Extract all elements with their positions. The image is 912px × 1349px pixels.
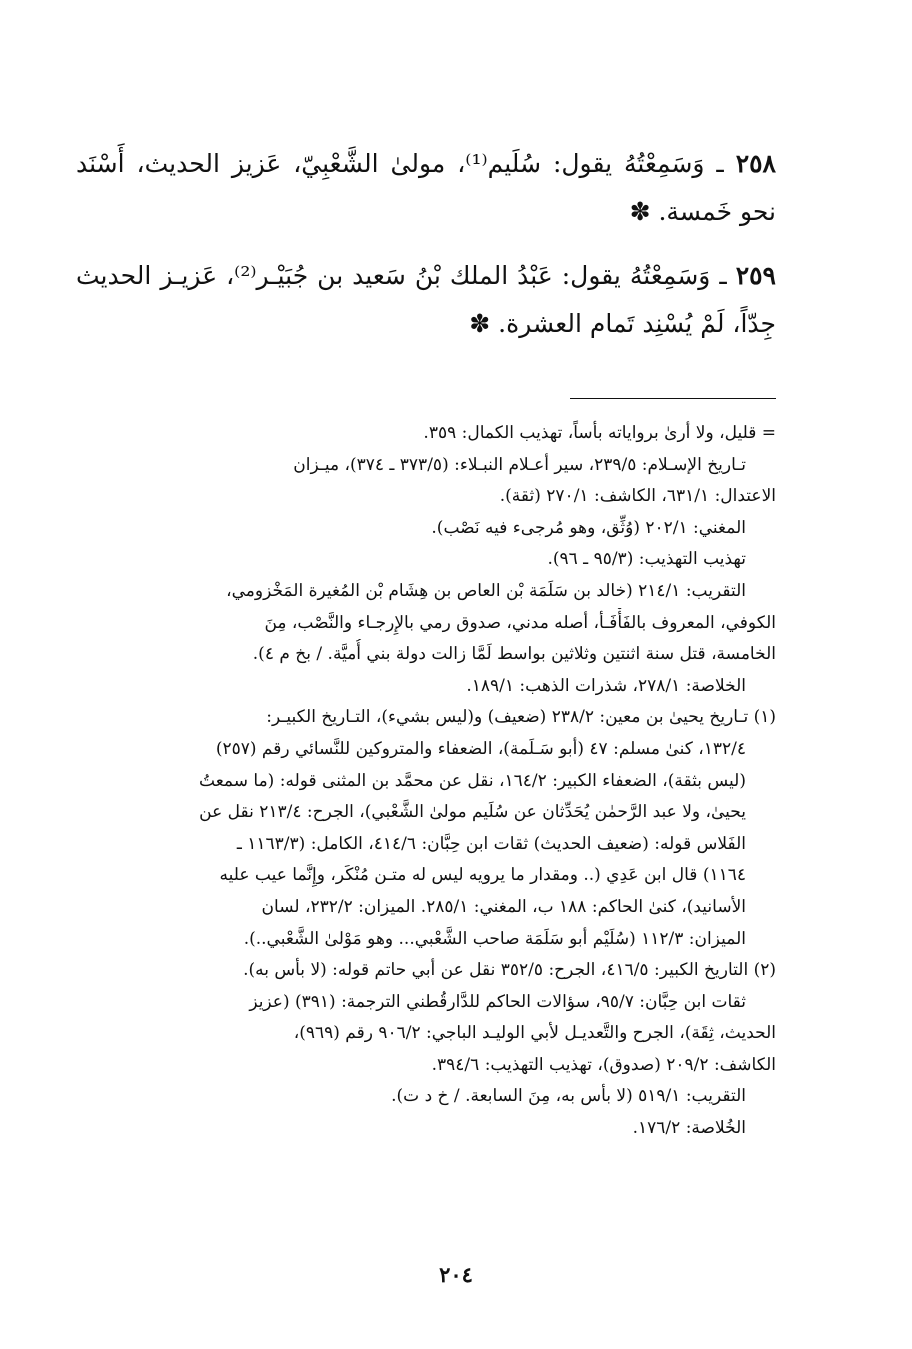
footnote-line: يحيىٰ، ولا عبد الرَّحمٰن يُحَدِّثان عن سُلَيم مولىٰ الشَّعْبي)، الجرح: ٢١٣/٤ نقل عن xyxy=(199,802,746,823)
footnote-separator xyxy=(570,398,776,399)
footnotes xyxy=(60,418,776,1145)
footnote-line: التقريب: ٢١٤/١ (خالد بن سَلَمَة بْن العاص بن هِشَام بْن المُغيرة المَخْزومي، xyxy=(226,580,746,601)
footnote-line: = قليل، ولا أرىٰ برواياته بأساً، تهذيب الكمال: ٣٥٩. xyxy=(423,423,776,443)
footnote-line: الفَلاس قوله: (ضعيف الحديث) ثقات ابن حِبَّان: ٤١٤/٦، الكامل: (١١٦٣/٣ ـ xyxy=(236,833,746,854)
footnote-line: الكوفي، المعروف بالفَأْفَـأ، أصله مدني، صدوق رمي بالإِرجـاء والنَّصْب، مِنَ xyxy=(264,612,776,633)
entry-259 xyxy=(76,252,776,348)
footnote-line: الكاشف: ٢٠٩/٢ (صدوق)، تهذيب التهذيب: ٣٩٤/٦. xyxy=(431,1054,776,1075)
footnote-line: تهذيب التهذيب: (٩٥/٣ ـ ٩٦). xyxy=(547,549,746,570)
entry-text: ـ وَسَمِعْتُهُ يقول: سُلَيم⁽¹⁾، مولىٰ الشَّعْبِيّ، عَزيز الحديث، أَسْنَد نحو خَمسة. ✽ xyxy=(76,149,776,226)
entry-text: ـ وَسَمِعْتُهُ يقول: عَبْدُ الملك بْنُ سَعيد بن جُبَيْـر⁽²⁾، عَزيـز الحديث جِدّاً، لَمْ يُسْنِد تَمام العشرة. ✽ xyxy=(76,261,776,338)
entry-258 xyxy=(76,140,776,236)
footnote-line: ١١٦٤) قال ابن عَدِي (.. ومقدار ما يرويه ليس له متـن مُنْكَر، وإِنَّما عيب عليه xyxy=(219,865,746,886)
footnote-line: (٢) التاريخ الكبير: ٤١٦/٥، الجرح: ٣٥٢/٥ نقل عن أبي حاتم قوله: (لا بأس به). xyxy=(243,960,776,981)
entry-number: ٢٥٨ xyxy=(735,149,776,178)
footnote-line: تـاريخ الإسـلام: ٢٣٩/٥، سير أعـلام النبـلاء: (٣٧٣/٥ ـ ٣٧٤)، ميـزان xyxy=(293,454,746,475)
footnote-line: (ليس بثقة)، الضعفاء الكبير: ١٦٤/٢، نقل عن محمَّد بن المثنى قوله: (ما سمعتُ xyxy=(199,770,746,791)
footnote-line: الاعتدال: ٦٣١/١، الكاشف: ٢٧٠/١ (ثقة). xyxy=(499,486,776,507)
entry-number: ٢٥٩ xyxy=(735,261,776,290)
footnote-line: الأسانيد)، كنىٰ الحاكم: ١٨٨ ب، المغني: ٢٨٥/١. الميزان: ٢٣٢/٢، لسان xyxy=(261,896,746,917)
footnote-line: (١) تـاريخ يحيىٰ بن معين: ٢٣٨/٢ (ضعيف) و(ليس بشيء)، التـاريخ الكبيـر: xyxy=(266,707,776,728)
footnote-line: المغني: ٢٠٢/١ (وُثِّق، وهو مُرجىء فيه نَصْب). xyxy=(431,517,746,538)
footnote-line: الخُلاصة: ١٧٦/٢. xyxy=(632,1118,746,1139)
footnote-line: الخلاصة: ٢٧٨/١، شذرات الذهب: ١٨٩/١. xyxy=(466,675,746,696)
footnote-line: التقريب: ٥١٩/١ (لا بأس به، مِنَ السابعة. / خ د ت). xyxy=(391,1086,746,1107)
page-number: ٢٠٤ xyxy=(439,1262,473,1287)
footnote-line: الحديث، ثِقَة)، الجرح والتَّعديـل لأبي الوليـد الباجي: ٩٠٦/٢ رقم (٩٦٩)، xyxy=(293,1023,776,1044)
footnote-line: الميزان: ١١٢/٣ (سُلَيْم أبو سَلَمَة صاحب الشَّعْبي... وهو مَوْلىٰ الشَّعْبي..). xyxy=(243,928,746,949)
footnote-line: الخامسة، قتل سنة اثنتين وثلاثين بواسط لَمَّا زالت دولة بني أُميَّة. / بخ م ٤). xyxy=(252,644,776,665)
footnote-line: ١٣٢/٤، كنىٰ مسلم: ٤٧ (أبو سَـلَمة)، الضعفاء والمتروكين للنَّسائي رقم (٢٥٧) xyxy=(215,738,746,759)
footnote-line: ثقات ابن حِبَّان: ٩٥/٧، سؤالات الحاكم للدَّارقُطني الترجمة: (٣٩١) (عزيز xyxy=(249,991,746,1012)
main-text xyxy=(76,140,776,364)
